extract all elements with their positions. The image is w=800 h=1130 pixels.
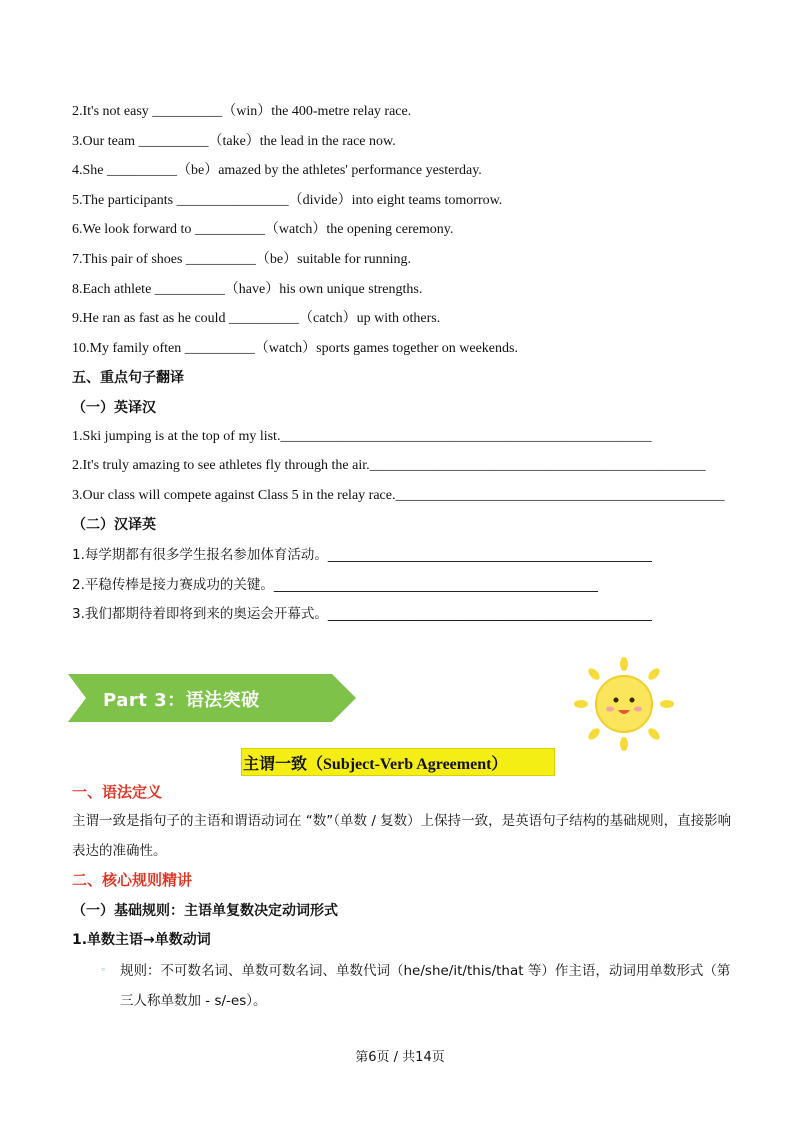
bullet-icon: ◦ xyxy=(101,962,106,976)
subsection-title: （一）基础规则：主语单复数决定动词形式 xyxy=(72,903,338,919)
section-title: 五、重点句子翻译 xyxy=(72,370,184,386)
translation-item: 3.Our class will compete against Class 5 in the relay race._______________________________________________ xyxy=(72,488,725,503)
translation-item: 1.Ski jumping is at the top of my list._____________________________________________________ xyxy=(72,429,652,444)
translation-item: 2.It's truly amazing to see athletes fly through the air.________________________________________________ xyxy=(72,458,706,473)
section-heading-definition: 一、语法定义 xyxy=(72,783,163,801)
translation-item: 1.每学期都有很多学生报名参加体育活动。________________________________________________ xyxy=(72,547,652,563)
grammar-title-cn: 主谓一致 xyxy=(243,754,308,773)
exercise-item: 5.The participants ________________（divide）into eight teams tomorrow. xyxy=(72,193,503,208)
rule-description: 规则：不可数名词、单数可数名词、单数代词（he/she/it/this/that 等）作主语，动词用单数形式（第三人称单数加 - s/-es）。 xyxy=(120,963,731,1009)
part-banner-title: Part 3：语法突破 xyxy=(103,690,260,711)
subsection-title: （二）汉译英 xyxy=(72,517,156,533)
exercise-item: 8.Each athlete __________（have）his own unique strengths. xyxy=(72,282,423,297)
page-number: 第6页 / 共14页 xyxy=(355,1050,445,1065)
exercise-item: 2.It's not easy __________（win）the 400-metre relay race. xyxy=(72,104,412,119)
exercise-item: 6.We look forward to __________（watch）the opening ceremony. xyxy=(72,222,454,237)
grammar-title xyxy=(243,751,507,774)
sun-illustration-icon xyxy=(572,656,676,752)
rule-title: 1.单数主语→单数动词 xyxy=(72,932,211,948)
translation-item: 2.平稳传棒是接力赛成功的关键。________________________________________________ xyxy=(72,577,598,593)
section-heading-rules: 二、核心规则精讲 xyxy=(72,871,193,889)
exercise-item: 7.This pair of shoes __________（be）suitable for running. xyxy=(72,252,412,267)
definition-paragraph: 主谓一致是指句子的主语和谓语动词在 “数”（单数 / 复数）上保持一致，是英语句子结构的基础规则，直接影响表达的准确性。 xyxy=(72,813,732,859)
translation-item: 3.我们都期待着即将到来的奥运会开幕式。________________________________________________ xyxy=(72,606,652,622)
grammar-title-en: （Subject-Verb Agreement） xyxy=(307,756,508,773)
exercise-item: 10.My family often __________（watch）sports games together on weekends. xyxy=(72,341,518,356)
exercise-item: 9.He ran as fast as he could __________（catch）up with others. xyxy=(72,311,441,326)
exercise-item: 3.Our team __________（take）the lead in the race now. xyxy=(72,134,396,149)
exercise-item: 4.She __________（be）amazed by the athletes' performance yesterday. xyxy=(72,163,482,178)
subsection-title: （一）英译汉 xyxy=(72,400,156,416)
